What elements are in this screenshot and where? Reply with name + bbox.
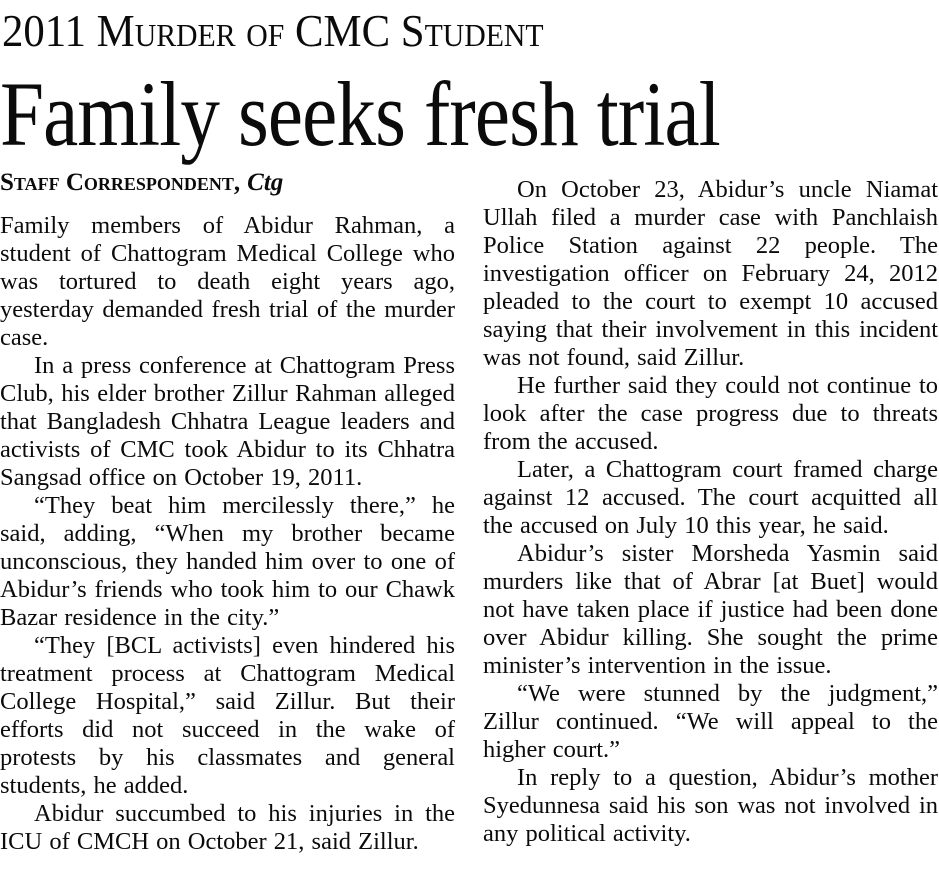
article-paragraph: Abidur succumbed to his injuries in the ICU of CMCH on October 21, said Zillur. — [0, 799, 455, 855]
article-paragraph: Abidur’s sister Morsheda Yasmin said murders like that of Abrar [at Buet] would not have taken place if justice had been done over Abidur killing. She sought the prime minister’s intervention in the issue. — [483, 539, 938, 679]
article-columns — [0, 168, 939, 856]
article-paragraph: “They beat him mercilessly there,” he said, adding, “When my brother became unconscious, they handed him over to one of Abidur’s friends who took him to our Chawk Bazar residence in the city.” — [0, 491, 455, 631]
article-paragraph: “They [BCL activists] even hindered his treatment process at Chattogram Medical College Hospital,” said Zillur. But their efforts did not succeed in the wake of protests by his classmates and general students, he added. — [0, 631, 455, 799]
article-paragraph: On October 23, Abidur’s uncle Niamat Ullah filed a murder case with Panchlaish Police Station against 22 people. The investigation officer on February 24, 2012 pleaded to the court to exempt 10 accused saying that their involvement in this incident was not found, said Zillur. — [483, 175, 938, 371]
byline — [0, 168, 455, 198]
article-paragraph: In a press conference at Chattogram Press Club, his elder brother Zillur Rahman alleged that Bangladesh Chhatra League leaders and activists of CMC took Abidur to its Chhatra Sangsad office on October 19, 2011. — [0, 351, 455, 491]
byline-author: Staff Correspondent, — [0, 168, 241, 196]
article-paragraph: In reply to a question, Abidur’s mother Syedunnesa said his son was not involved in any political activity. — [483, 763, 938, 847]
left-column — [0, 168, 455, 856]
article-paragraph: Later, a Chattogram court framed charge against 12 accused. The court acquitted all the accused on July 10 this year, he said. — [483, 455, 938, 539]
byline-location: Ctg — [247, 168, 284, 196]
article-headline: Family seeks fresh trial — [0, 62, 720, 165]
article-paragraph: He further said they could not continue to look after the case progress due to threats from the accused. — [483, 371, 938, 455]
article-paragraph: Family members of Abidur Rahman, a student of Chattogram Medical College who was tortured to death eight years ago, yesterday demanded fresh trial of the murder case. — [0, 211, 455, 351]
article-kicker: 2011 Murder of CMC Student — [2, 5, 544, 56]
right-column — [483, 168, 938, 848]
article-paragraph: “We were stunned by the judgment,” Zillur continued. “We will appeal to the higher court.” — [483, 679, 938, 763]
